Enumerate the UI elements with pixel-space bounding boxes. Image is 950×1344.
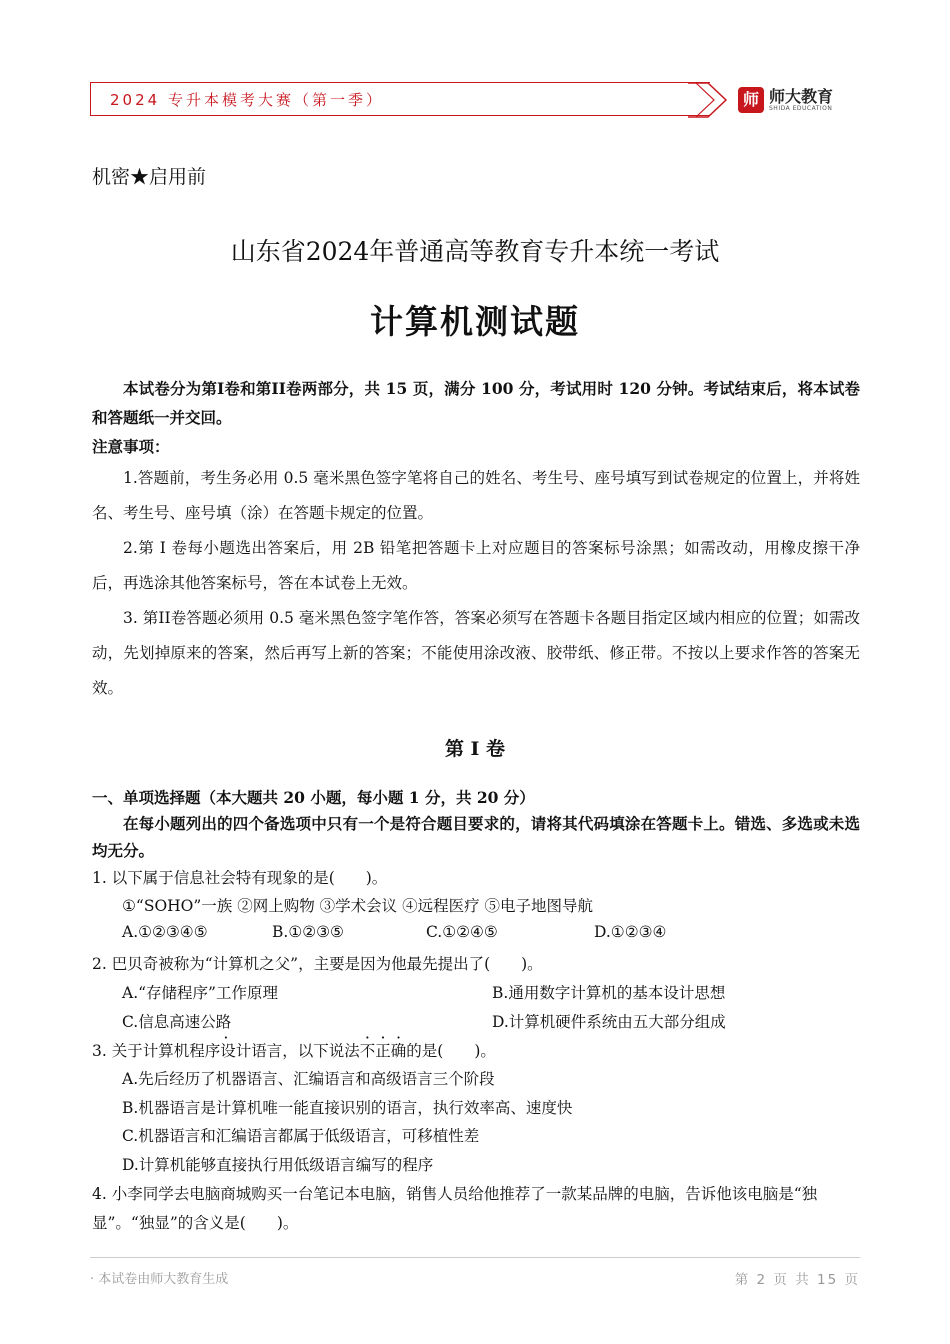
q3-option-b: B.机器语言是计算机唯一能直接识别的语言，执行效率高、速度快 xyxy=(122,1099,573,1117)
section-title: 第 I 卷 xyxy=(444,738,506,760)
q3-stem xyxy=(92,1039,496,1061)
q4-stem-line1: 4. 小李同学去电脑商城购买一台笔记本电脑，销售人员给他推荐了一款某品牌的电脑，告诉他该电脑是“独 xyxy=(92,1185,818,1203)
header-banner xyxy=(90,82,860,118)
q1-stem: 1. 以下属于信息社会特有现象的是( )。 xyxy=(92,869,388,887)
q2-option-b: B.通用数字计算机的基本设计思想 xyxy=(492,984,726,1002)
intro-block xyxy=(92,374,860,706)
logo-badge-icon: 师 xyxy=(738,87,764,113)
q2-stem: 2. 巴贝奇被称为“计算机之父”，主要是因为他最先提出了( )。 xyxy=(92,955,543,973)
q1-option-b: B.①②③⑤ xyxy=(272,923,344,941)
q2-option-d: D.计算机硬件系统由五大部分组成 xyxy=(492,1013,726,1031)
q3-emph-1: 不 xyxy=(359,1042,376,1060)
notice-3: 3. 第II卷答题必须用 0.5 毫米黑色签字笔作答，答案必须写在答题卡各题目指定区域内相应的位置；如需改动，先划掉原来的答案，然后再写上新的答案；不能使用涂改液、胶带纸、修正带。不按以上要求作答的答案无效。 xyxy=(92,609,860,697)
q3-option-c: C.机器语言和汇编语言都属于低级语言，可移植性差 xyxy=(122,1127,480,1145)
confidential-label: 机密★启用前 xyxy=(92,166,207,188)
q1-option-d: D.①②③④ xyxy=(594,923,667,941)
q3-option-d: D.计算机能够直接执行用低级语言编写的程序 xyxy=(122,1156,434,1174)
q2-option-c: C.信息高速公路 xyxy=(122,1013,232,1031)
logo-name: 师大教育 xyxy=(769,87,834,106)
q3-option-a: A.先后经历了机器语言、汇编语言和高级语言三个阶段 xyxy=(122,1070,495,1088)
notice-1: 1.答题前，考生务必用 0.5 毫米黑色签字笔将自己的姓名、考生号、座号填写到试卷规定的位置上，并将姓名、考生号、座号填（涂）在答题卡规定的位置。 xyxy=(92,469,860,522)
q3-stem-before: 3. 关于计算机程序设计语言，以下说法 · xyxy=(92,1042,360,1060)
page-number: 第 2 页 共 15 页 xyxy=(734,1272,860,1288)
footer-divider xyxy=(90,1257,860,1258)
intro-text: 本试卷分为第I卷和第II卷两部分，共 15 页，满分 100 分，考试用时 120 分钟。考试结束后，将本试卷和答题纸一并交回。 xyxy=(92,379,860,427)
logo-subtitle: SHIDA EDUCATION xyxy=(769,105,833,112)
q1-option-c: C.①②④⑤ xyxy=(426,923,498,941)
part1-instruction: 在每小题列出的四个备选项中只有一个是符合题目要求的，请将其代码填涂在答题卡上。错选、多选或未选均无分。 xyxy=(92,814,860,860)
footer-source: · 本试卷由师大教育生成 xyxy=(90,1272,229,1287)
q1-option-a: A.①②③④⑤ xyxy=(122,923,208,941)
exam-title: 山东省2024年普通高等教育专升本统一考试 xyxy=(230,237,720,266)
q4-stem-line2: 显”。“独显”的含义是( )。 xyxy=(92,1214,299,1232)
notice-2: 2.第 I 卷每小题选出答案后，用 2B 铅笔把答题卡上对应题目的答案标号涂黑；如需改动，用橡皮擦干净后，再选涂其他答案标号，答在本试卷上无效。 xyxy=(92,539,860,592)
q3-emph-2: 正 xyxy=(375,1042,391,1060)
brand-logo xyxy=(738,87,833,113)
q3-emph-3: 确 xyxy=(390,1042,407,1060)
banner-title: 2024 专升本模考大赛（第一季） xyxy=(110,91,384,109)
notice-title: 注意事项： xyxy=(92,437,170,456)
banner-arrow-icon xyxy=(688,82,728,118)
part1-heading: 一、单项选择题（本大题共 20 小题，每小题 1 分，共 20 分） xyxy=(92,788,535,807)
part1-block xyxy=(92,786,860,864)
q2-option-a: A.“存储程序”工作原理 xyxy=(122,984,278,1002)
q1-items: ①“SOHO”一族 ②网上购物 ③学术会议 ④远程医疗 ⑤电子地图导航 xyxy=(122,897,594,915)
q3-stem-after: 的是( )。 xyxy=(406,1042,496,1060)
subject-title: 计算机测试题 xyxy=(370,302,580,341)
